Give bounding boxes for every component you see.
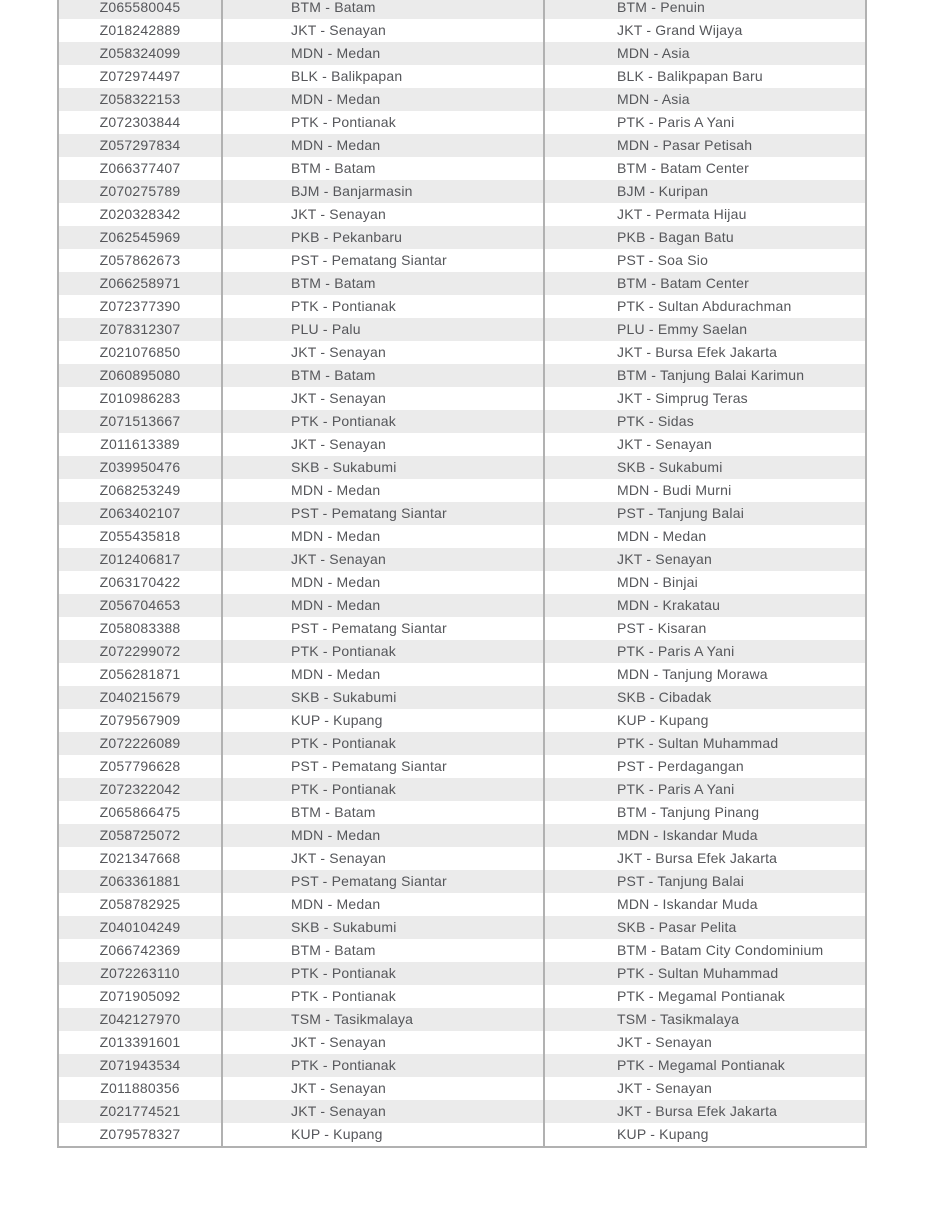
cell-branch: MDN - Medan — [221, 663, 543, 686]
cell-location: KUP - Kupang — [543, 1123, 865, 1146]
cell-location: MDN - Asia — [543, 42, 865, 65]
table-row — [59, 525, 865, 548]
cell-branch: BLK - Balikpapan — [221, 65, 543, 88]
table-row — [59, 571, 865, 594]
cell-code: Z039950476 — [99, 459, 181, 475]
cell-branch: JKT - Senayan — [221, 341, 543, 364]
cell-branch: PTK - Pontianak — [221, 732, 543, 755]
cell-branch: JKT - Senayan — [221, 548, 543, 571]
cell-branch: SKB - Sukabumi — [221, 686, 543, 709]
cell-code: Z057297834 — [99, 137, 181, 153]
cell-location: PTK - Megamal Pontianak — [543, 1054, 865, 1077]
cell-location: JKT - Senayan — [543, 433, 865, 456]
cell-code: Z071905092 — [99, 988, 181, 1004]
cell-branch: JKT - Senayan — [221, 433, 543, 456]
cell-code: Z012406817 — [99, 551, 181, 567]
table-row — [59, 962, 865, 985]
cell-location: SKB - Cibadak — [543, 686, 865, 709]
cell-branch: SKB - Sukabumi — [221, 916, 543, 939]
cell-code: Z040104249 — [99, 919, 181, 935]
table-row — [59, 663, 865, 686]
table-row — [59, 548, 865, 571]
table-row — [59, 433, 865, 456]
cell-code: Z058322153 — [99, 91, 181, 107]
cell-branch: PST - Pematang Siantar — [221, 870, 543, 893]
table-row — [59, 341, 865, 364]
table-row — [59, 1123, 865, 1146]
cell-location: PTK - Sultan Muhammad — [543, 732, 865, 755]
cell-code: Z020328342 — [99, 206, 181, 222]
cell-code: Z072299072 — [99, 643, 181, 659]
cell-branch: MDN - Medan — [221, 824, 543, 847]
cell-code: Z021347668 — [99, 850, 181, 866]
locations-table[interactable] — [57, 0, 867, 1148]
cell-code: Z068253249 — [99, 482, 181, 498]
cell-location: PTK - Paris A Yani — [543, 640, 865, 663]
cell-branch: TSM - Tasikmalaya — [221, 1008, 543, 1031]
table-row — [59, 617, 865, 640]
cell-location: PTK - Paris A Yani — [543, 111, 865, 134]
cell-location: MDN - Budi Murni — [543, 479, 865, 502]
cell-branch: PTK - Pontianak — [221, 111, 543, 134]
cell-location: PTK - Megamal Pontianak — [543, 985, 865, 1008]
cell-branch: JKT - Senayan — [221, 1031, 543, 1054]
cell-branch: MDN - Medan — [221, 134, 543, 157]
table-row — [59, 65, 865, 88]
cell-location: JKT - Senayan — [543, 1031, 865, 1054]
cell-code: Z057796628 — [99, 758, 181, 774]
table-row — [59, 916, 865, 939]
table-row — [59, 985, 865, 1008]
cell-branch: BTM - Batam — [221, 801, 543, 824]
table-row — [59, 111, 865, 134]
cell-location: JKT - Permata Hijau — [543, 203, 865, 226]
table-row — [59, 1100, 865, 1123]
table-row — [59, 1077, 865, 1100]
cell-code: Z011613389 — [100, 436, 180, 452]
cell-location: PST - Kisaran — [543, 617, 865, 640]
table-row — [59, 939, 865, 962]
cell-code: Z058782925 — [99, 896, 181, 912]
cell-code: Z042127970 — [99, 1011, 181, 1027]
table-row — [59, 870, 865, 893]
cell-branch: BTM - Batam — [221, 0, 543, 19]
cell-branch: BTM - Batam — [221, 272, 543, 295]
cell-location: PLU - Emmy Saelan — [543, 318, 865, 341]
cell-branch: PLU - Palu — [221, 318, 543, 341]
cell-location: BTM - Batam City Condominium — [543, 939, 865, 962]
table-row — [59, 479, 865, 502]
table-row — [59, 226, 865, 249]
cell-location: BTM - Tanjung Balai Karimun — [543, 364, 865, 387]
cell-code: Z011880356 — [100, 1080, 180, 1096]
cell-code: Z062545969 — [99, 229, 181, 245]
cell-code: Z066258971 — [99, 275, 181, 291]
cell-location: JKT - Grand Wijaya — [543, 19, 865, 42]
cell-branch: PTK - Pontianak — [221, 962, 543, 985]
cell-code: Z072974497 — [99, 68, 181, 84]
table-row — [59, 134, 865, 157]
cell-code: Z056704653 — [99, 597, 181, 613]
cell-code: Z071513667 — [99, 413, 181, 429]
cell-branch: PTK - Pontianak — [221, 640, 543, 663]
cell-code: Z063402107 — [99, 505, 181, 521]
cell-code: Z066377407 — [99, 160, 181, 176]
cell-code: Z040215679 — [99, 689, 181, 705]
cell-branch: MDN - Medan — [221, 525, 543, 548]
table-row — [59, 180, 865, 203]
cell-location: JKT - Simprug Teras — [543, 387, 865, 410]
table-row — [59, 42, 865, 65]
cell-code: Z078312307 — [99, 321, 181, 337]
table-row — [59, 755, 865, 778]
table-row — [59, 88, 865, 111]
cell-location: BTM - Batam Center — [543, 157, 865, 180]
cell-branch: MDN - Medan — [221, 479, 543, 502]
cell-code: Z065580045 — [99, 0, 181, 15]
table-row — [59, 893, 865, 916]
cell-location: PTK - Paris A Yani — [543, 778, 865, 801]
cell-code: Z063361881 — [99, 873, 181, 889]
cell-branch: PTK - Pontianak — [221, 1054, 543, 1077]
cell-branch: SKB - Sukabumi — [221, 456, 543, 479]
cell-location: PTK - Sultan Abdurachman — [543, 295, 865, 318]
table-row — [59, 847, 865, 870]
cell-location: BLK - Balikpapan Baru — [543, 65, 865, 88]
table-row — [59, 157, 865, 180]
table-row — [59, 295, 865, 318]
cell-code: Z072377390 — [99, 298, 181, 314]
table-row — [59, 686, 865, 709]
cell-code: Z056281871 — [99, 666, 181, 682]
table-row — [59, 1031, 865, 1054]
cell-location: PTK - Sidas — [543, 410, 865, 433]
table-row — [59, 801, 865, 824]
cell-location: PTK - Sultan Muhammad — [543, 962, 865, 985]
table-row — [59, 249, 865, 272]
cell-code: Z021076850 — [99, 344, 181, 360]
cell-branch: PTK - Pontianak — [221, 985, 543, 1008]
cell-code: Z071943534 — [99, 1057, 181, 1073]
cell-branch: JKT - Senayan — [221, 847, 543, 870]
cell-location: MDN - Iskandar Muda — [543, 824, 865, 847]
cell-location: MDN - Asia — [543, 88, 865, 111]
cell-code: Z065866475 — [99, 804, 181, 820]
table-row — [59, 824, 865, 847]
cell-location: SKB - Pasar Pelita — [543, 916, 865, 939]
table-row — [59, 502, 865, 525]
cell-code: Z072263110 — [100, 965, 180, 981]
table-row — [59, 732, 865, 755]
cell-location: PST - Perdagangan — [543, 755, 865, 778]
table-row — [59, 778, 865, 801]
cell-code: Z072322042 — [99, 781, 181, 797]
cell-code: Z072226089 — [99, 735, 181, 751]
table-row — [59, 318, 865, 341]
table-row — [59, 594, 865, 617]
cell-code: Z010986283 — [99, 390, 181, 406]
cell-branch: PTK - Pontianak — [221, 778, 543, 801]
table-row — [59, 1054, 865, 1077]
cell-location: JKT - Senayan — [543, 1077, 865, 1100]
cell-branch: KUP - Kupang — [221, 1123, 543, 1146]
cell-branch: KUP - Kupang — [221, 709, 543, 732]
cell-branch: MDN - Medan — [221, 571, 543, 594]
cell-code: Z013391601 — [99, 1034, 181, 1050]
cell-location: MDN - Binjai — [543, 571, 865, 594]
cell-branch: BTM - Batam — [221, 364, 543, 387]
cell-location: PST - Tanjung Balai — [543, 870, 865, 893]
table-row — [59, 709, 865, 732]
cell-branch: JKT - Senayan — [221, 1100, 543, 1123]
table-row — [59, 0, 865, 19]
table-row — [59, 640, 865, 663]
cell-branch: PTK - Pontianak — [221, 410, 543, 433]
cell-location: MDN - Tanjung Morawa — [543, 663, 865, 686]
cell-branch: MDN - Medan — [221, 594, 543, 617]
cell-code: Z018242889 — [99, 22, 181, 38]
table-row — [59, 19, 865, 42]
cell-location: JKT - Bursa Efek Jakarta — [543, 341, 865, 364]
cell-location: MDN - Medan — [543, 525, 865, 548]
cell-branch: BTM - Batam — [221, 939, 543, 962]
table-row — [59, 387, 865, 410]
cell-location: BTM - Tanjung Pinang — [543, 801, 865, 824]
cell-branch: PST - Pematang Siantar — [221, 617, 543, 640]
table-row — [59, 364, 865, 387]
cell-location: PKB - Bagan Batu — [543, 226, 865, 249]
cell-branch: MDN - Medan — [221, 88, 543, 111]
cell-location: BJM - Kuripan — [543, 180, 865, 203]
cell-code: Z058324099 — [99, 45, 181, 61]
cell-code: Z058083388 — [99, 620, 181, 636]
cell-location: BTM - Penuin — [543, 0, 865, 19]
cell-location: JKT - Bursa Efek Jakarta — [543, 847, 865, 870]
cell-branch: PKB - Pekanbaru — [221, 226, 543, 249]
cell-location: MDN - Iskandar Muda — [543, 893, 865, 916]
cell-code: Z066742369 — [99, 942, 181, 958]
cell-branch: BJM - Banjarmasin — [221, 180, 543, 203]
cell-location: MDN - Krakatau — [543, 594, 865, 617]
table-row — [59, 272, 865, 295]
cell-branch: MDN - Medan — [221, 42, 543, 65]
cell-location: JKT - Senayan — [543, 548, 865, 571]
cell-location: MDN - Pasar Petisah — [543, 134, 865, 157]
cell-code: Z079578327 — [99, 1126, 181, 1142]
cell-code: Z060895080 — [99, 367, 181, 383]
cell-code: Z070275789 — [99, 183, 181, 199]
cell-location: JKT - Bursa Efek Jakarta — [543, 1100, 865, 1123]
table-row — [59, 456, 865, 479]
cell-location: BTM - Batam Center — [543, 272, 865, 295]
cell-code: Z055435818 — [99, 528, 181, 544]
cell-location: PST - Soa Sio — [543, 249, 865, 272]
cell-location: SKB - Sukabumi — [543, 456, 865, 479]
cell-branch: BTM - Batam — [221, 157, 543, 180]
cell-code: Z058725072 — [99, 827, 181, 843]
cell-location: PST - Tanjung Balai — [543, 502, 865, 525]
cell-branch: JKT - Senayan — [221, 387, 543, 410]
cell-location: KUP - Kupang — [543, 709, 865, 732]
cell-branch: JKT - Senayan — [221, 1077, 543, 1100]
cell-code: Z079567909 — [99, 712, 181, 728]
table-row — [59, 410, 865, 433]
cell-location: TSM - Tasikmalaya — [543, 1008, 865, 1031]
cell-code: Z072303844 — [99, 114, 181, 130]
cell-branch: MDN - Medan — [221, 893, 543, 916]
table-row — [59, 203, 865, 226]
cell-branch: PST - Pematang Siantar — [221, 502, 543, 525]
cell-code: Z057862673 — [99, 252, 181, 268]
table-row — [59, 1008, 865, 1031]
cell-branch: JKT - Senayan — [221, 203, 543, 226]
cell-branch: JKT - Senayan — [221, 19, 543, 42]
cell-branch: PST - Pematang Siantar — [221, 249, 543, 272]
cell-branch: PST - Pematang Siantar — [221, 755, 543, 778]
cell-code: Z063170422 — [99, 574, 181, 590]
cell-branch: PTK - Pontianak — [221, 295, 543, 318]
cell-code: Z021774521 — [99, 1103, 181, 1119]
